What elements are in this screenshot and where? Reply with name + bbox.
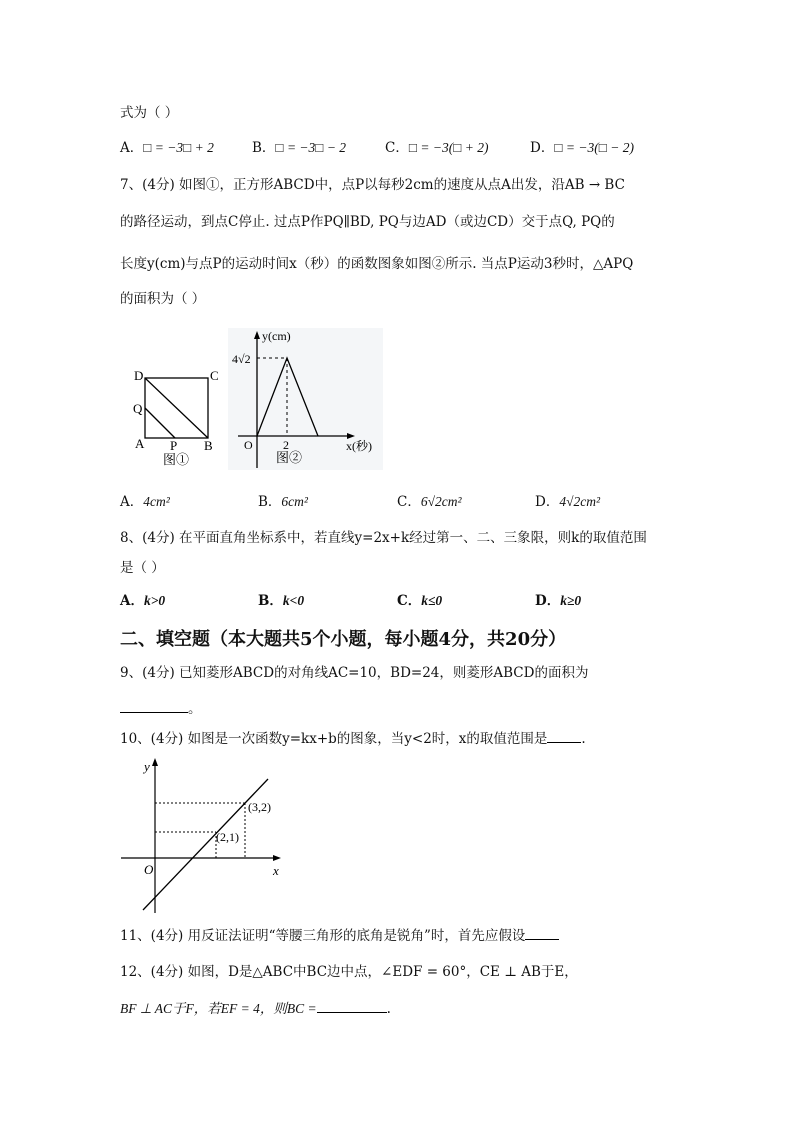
q7-line-2: 的路径运动，到点C停止. 过点P作PQ∥BD, PQ与边AD（或边CD）交于点Q, PQ的 bbox=[120, 214, 615, 230]
figure-2-caption: 图② bbox=[276, 450, 303, 465]
y-tick-label: 4√2 bbox=[232, 352, 251, 366]
q12-line-1: 12、(4分) 如图，D是△ABC中BC边中点，∠EDF = 60°，CE ⊥ AB于E， bbox=[120, 964, 578, 980]
q6-option-d: D．□ = −3(□ − 2) bbox=[530, 140, 634, 156]
x-tick-label: 2 bbox=[283, 438, 289, 452]
diagonal-bd bbox=[145, 378, 208, 438]
q10-answer-blank[interactable] bbox=[547, 728, 581, 743]
q7-option-b: B．6cm² bbox=[258, 494, 308, 510]
origin-label: O bbox=[244, 438, 253, 452]
figure-1-caption: 图① bbox=[163, 452, 190, 467]
q9-line-1: 9、(4分) 已知菱形ABCD的对角线AC=10，BD=24，则菱形ABCD的面积为 bbox=[120, 665, 589, 681]
q10-line-1: 10、(4分) 如图是一次函数y=kx+b的图象，当y<2时，x的取值范围是 . bbox=[120, 728, 586, 749]
q7-line-4: 的面积为（ ） bbox=[120, 291, 206, 307]
q7-figure-2 bbox=[228, 328, 383, 470]
q7-option-c: C．6√2cm² bbox=[397, 494, 462, 510]
point-3-2-label: (3,2) bbox=[248, 800, 271, 814]
q8-option-d: D．k≥0 bbox=[535, 593, 582, 609]
q7-line-1: 7、(4分) 如图①，正方形ABCD中，点P以每秒2cm的速度从点A出发，沿AB → BC bbox=[120, 177, 625, 193]
q8-option-c: C．k≤0 bbox=[397, 593, 443, 609]
q12-line-2: BF ⊥ AC于F，若EF = 4，则BC = . bbox=[120, 998, 391, 1019]
x-axis-label: x bbox=[273, 863, 279, 878]
label-p: P bbox=[170, 438, 178, 453]
q6-tail: 式为（ ） bbox=[120, 105, 179, 121]
q7-line-3: 长度y(cm)与点P的运动时间x（秒）的函数图象如图②所示. 当点P运动3秒时，△APQ bbox=[120, 256, 634, 272]
y-axis-label: y(cm) bbox=[262, 329, 291, 343]
q9-line-2: 。 bbox=[120, 698, 202, 719]
q7-figure-1 bbox=[128, 360, 228, 470]
x-axis-label: x(秒) bbox=[346, 439, 372, 453]
label-a: A bbox=[135, 436, 145, 451]
q12-answer-blank[interactable] bbox=[317, 998, 387, 1013]
q6-option-c: C．□ = −3(□ + 2) bbox=[385, 140, 489, 156]
function-line bbox=[143, 779, 268, 910]
q8-option-a: A．k>0 bbox=[120, 593, 166, 609]
origin-label: O bbox=[144, 862, 154, 877]
section-2-heading: 二、填空题（本大题共5个小题，每小题4分，共20分） bbox=[120, 629, 567, 650]
q8-line-2: 是（ ） bbox=[120, 560, 165, 576]
label-q: Q bbox=[133, 401, 143, 416]
q8-line-1: 8、(4分) 在平面直角坐标系中，若直线y=2x+k经过第一、二、三象限，则k的取值范围 bbox=[120, 530, 647, 546]
q7-option-a: A．4cm² bbox=[120, 494, 170, 510]
label-c: C bbox=[210, 368, 219, 383]
q7-option-d: D．4√2cm² bbox=[535, 494, 601, 510]
q8-option-b: B．k<0 bbox=[258, 593, 305, 609]
q10-figure bbox=[118, 755, 288, 915]
q11-answer-blank[interactable] bbox=[525, 925, 559, 940]
y-axis-label: y bbox=[144, 759, 150, 774]
q9-answer-blank[interactable] bbox=[120, 698, 188, 713]
segment-pq bbox=[145, 408, 175, 438]
label-d: D bbox=[134, 368, 144, 383]
point-2-1-label: (2,1) bbox=[216, 830, 239, 844]
q11-line-1: 11、(4分) 用反证法证明“等腰三角形的底角是锐角”时，首先应假设 bbox=[120, 925, 559, 946]
label-b: B bbox=[204, 438, 213, 453]
q6-option-a: A．□ = −3□ + 2 bbox=[120, 140, 214, 156]
q6-option-b: B．□ = −3□ − 2 bbox=[252, 140, 347, 156]
